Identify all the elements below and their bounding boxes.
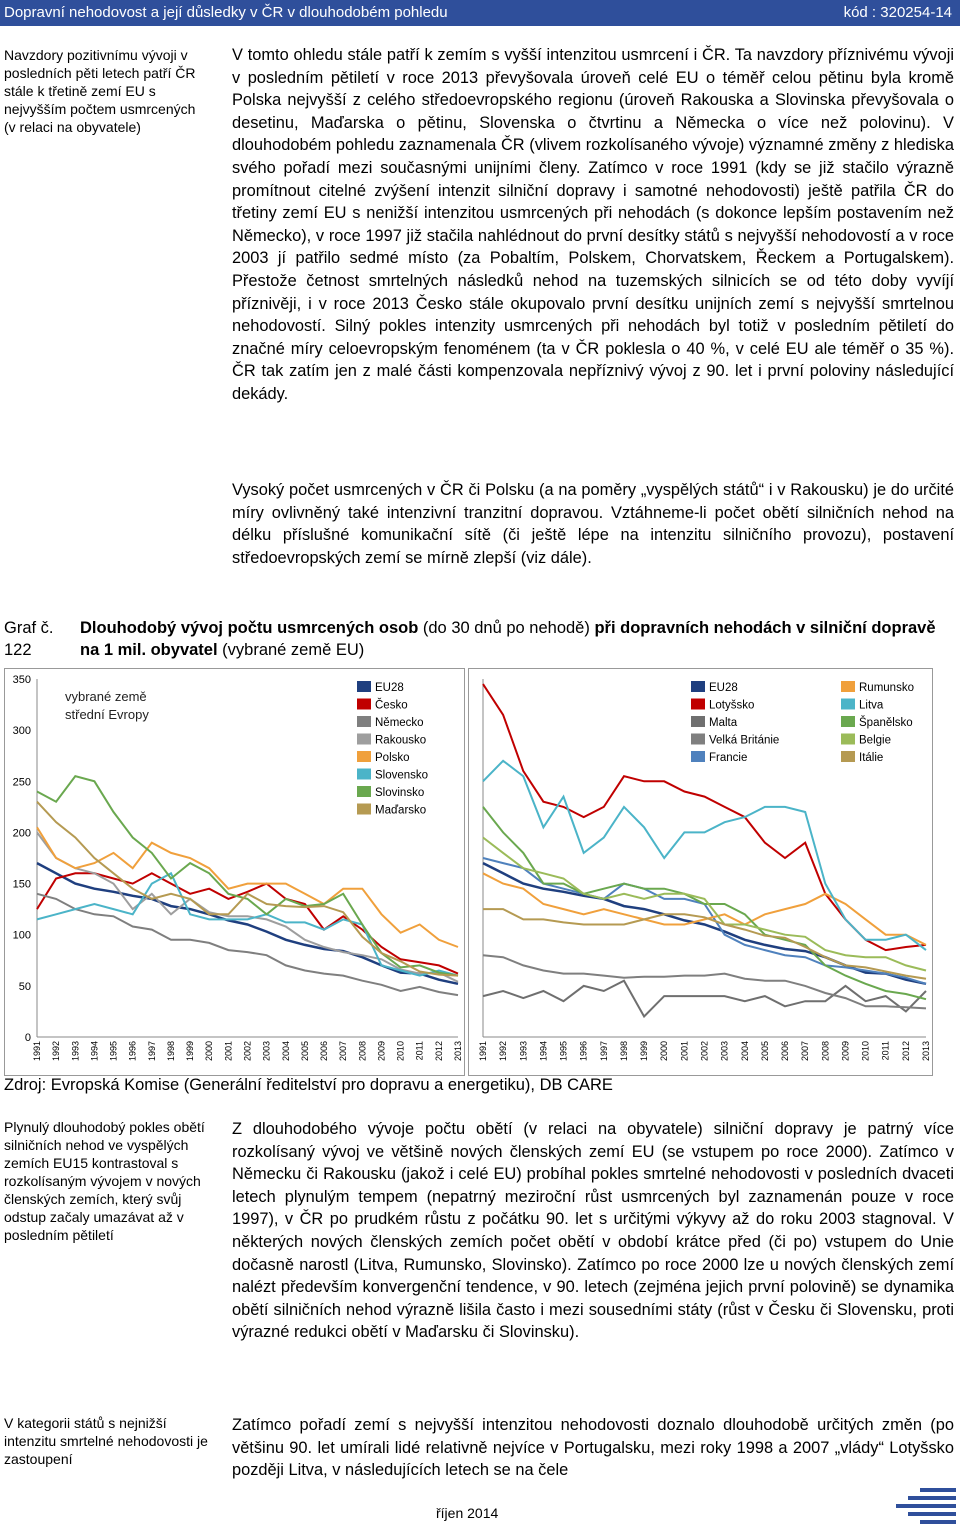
- legend-label: Lotyšsko: [709, 699, 755, 712]
- figure-source: Zdroj: Evropská Komise (Generální ředitelství pro dopravu a energetiku), DB CARE: [4, 1076, 613, 1094]
- body-paragraph-4: [232, 1414, 954, 1482]
- logo-icon: [880, 1488, 956, 1530]
- x-tick-label: 1994: [538, 1041, 549, 1062]
- x-tick-label: 2011: [414, 1041, 425, 1061]
- header-code: kód : 320254-14: [843, 4, 952, 21]
- series-line-polsko: [37, 827, 458, 947]
- legend-swatch: [841, 681, 855, 692]
- legend-label: Rumunsko: [859, 682, 914, 694]
- x-tick-label: 2005: [759, 1041, 770, 1062]
- legend-swatch: [841, 734, 855, 745]
- legend-label: Velká Británie: [709, 734, 780, 747]
- series-line-litva: [483, 761, 926, 950]
- legend-swatch: [841, 751, 855, 762]
- x-tick-label: 2013: [453, 1041, 463, 1062]
- legend-label: Francie: [709, 752, 748, 764]
- x-tick-label: 1996: [127, 1041, 138, 1062]
- x-tick-label: 2010: [860, 1041, 871, 1062]
- figure-label: [4, 617, 74, 661]
- x-tick-label: 2010: [395, 1041, 406, 1062]
- legend-label: Itálie: [859, 752, 884, 764]
- legend-label: Maďarsko: [375, 804, 427, 817]
- x-tick-label: 2004: [280, 1041, 291, 1062]
- x-tick-label: 2000: [659, 1041, 670, 1062]
- x-tick-label: 1994: [89, 1041, 100, 1062]
- header-title: Dopravní nehodovost a její důsledky v ČR v dlouhodobém pohledu: [4, 4, 448, 21]
- series-line-malta: [483, 981, 926, 1017]
- legend-swatch: [357, 786, 371, 797]
- x-tick-label: 2000: [204, 1041, 215, 1062]
- body-paragraph-2: [232, 479, 954, 569]
- legend-label: Malta: [709, 717, 738, 729]
- x-tick-label: 1991: [478, 1041, 488, 1062]
- series-line-eu28: [483, 863, 926, 984]
- legend-label: Německo: [375, 717, 424, 729]
- figure-title: [80, 617, 950, 661]
- x-tick-label: 1995: [108, 1041, 119, 1062]
- x-tick-label: 2009: [376, 1041, 387, 1062]
- x-tick-label: 1997: [146, 1041, 157, 1062]
- x-tick-label: 2005: [299, 1041, 310, 1062]
- legend-swatch: [691, 681, 705, 692]
- legend-label: EU28: [709, 682, 738, 694]
- legend-label: Litva: [859, 699, 884, 712]
- chart-right-svg: [469, 669, 932, 1075]
- legend-label: Polsko: [375, 752, 410, 764]
- x-tick-label: 1991: [32, 1041, 42, 1062]
- x-tick-label: 2001: [679, 1041, 690, 1062]
- legend-label: Slovinsko: [375, 787, 425, 799]
- legend-swatch: [357, 681, 371, 692]
- body-paragraph-1: [232, 44, 954, 406]
- x-tick-label: 2012: [900, 1041, 911, 1062]
- y-tick-label: 100: [12, 929, 31, 942]
- y-tick-label: 0: [24, 1032, 31, 1044]
- x-tick-label: 2007: [800, 1041, 811, 1062]
- x-tick-label: 1999: [185, 1041, 196, 1062]
- legend-swatch: [691, 699, 705, 710]
- x-tick-label: 1997: [598, 1041, 609, 1062]
- figure-title-normal-2: (vybrané země EU): [217, 641, 365, 659]
- x-tick-label: 2006: [780, 1041, 791, 1062]
- series-line-německo: [37, 894, 458, 995]
- legend-label: Česko: [375, 699, 408, 712]
- x-tick-label: 2007: [338, 1041, 349, 1062]
- legend-swatch: [357, 734, 371, 745]
- page-header: [0, 0, 960, 26]
- figure-title-normal-1: (do 30 dnů po nehodě): [418, 619, 595, 637]
- legend-label: Belgie: [859, 734, 891, 747]
- x-tick-label: 2011: [880, 1041, 891, 1061]
- x-tick-label: 1993: [70, 1041, 81, 1062]
- legend-label: EU28: [375, 682, 404, 694]
- body-paragraph-3: [232, 1118, 954, 1344]
- y-tick-label: 250: [12, 776, 31, 789]
- x-tick-label: 1992: [498, 1041, 509, 1062]
- legend-swatch: [841, 699, 855, 710]
- footer-date: říjen 2014: [436, 1505, 499, 1521]
- x-tick-label: 2003: [719, 1041, 730, 1062]
- figure-number: 122: [4, 641, 32, 659]
- legend-label: Rakousko: [375, 734, 427, 747]
- x-tick-label: 1996: [578, 1041, 589, 1062]
- x-tick-label: 1993: [518, 1041, 529, 1062]
- y-tick-label: 350: [12, 674, 31, 686]
- figure-title-bold-2: při dopravních nehodách v silniční dopravě na 1 mil. obyvatel: [80, 619, 936, 659]
- sidebar-note-3: V kategorii států s nejnižší intenzitu smrtelné nehodovosti je zastoupení: [4, 1415, 208, 1467]
- sidebar-note-2: Plynulý dlouhodobý pokles obětí silničních nehod ve vyspělých zemích EU15 kontrastoval s rozkolísaným vývojem v nových členských zemích, který svůj odstup začaly umazávat až v posledním pětiletí: [4, 1119, 205, 1243]
- x-tick-label: 2013: [921, 1041, 931, 1062]
- chart-left-svg: [5, 669, 464, 1075]
- chart-left: [4, 668, 465, 1076]
- legend-swatch: [691, 734, 705, 745]
- y-tick-label: 150: [12, 878, 31, 891]
- chart-title: vybrané země: [65, 689, 147, 704]
- x-tick-label: 2004: [739, 1041, 750, 1062]
- paragraph-text: Z dlouhodobého vývoje počtu obětí (v relaci na obyvatele) silniční dopravy je patrný více rozkolísaný vývoj ve většině nových členských zemí EU (se vstupem po roce 2000). Zatímco v Německu či Rakousku (jakož i celé EU) probíhal pokles smrtelné nehodovosti v posledních dvaceti letech plynulým tempem (nepatrný meziroční růst usmrcených byl zaznamenán pouze v roce 1997), v ČR po prudkém růstu z počátku 90. let s určitými výkyvy až do roku 2003 stagnoval. V některých nových členských zemích počet obětí v období krátce před (či po) vstupem do Unie dočasně narostl (Litva, Rumunsko, Slovinsko). Zatímco po roce 2000 lze u nových členských zemí nalézt především konvergenční tendence, v 90. letech (zejména jejich první polovině) se dynamika obětí silničních nehod výrazně lišila často i mezi sousedními státy (růst v Česku či Slovensku, proti výrazné redukci obětí v Maďarsku či Slovinsku).: [232, 1120, 954, 1342]
- legend-swatch: [841, 716, 855, 727]
- legend-swatch: [357, 716, 371, 727]
- legend-label: Španělsko: [859, 717, 913, 729]
- paragraph-text: Vysoký počet usmrcených v ČR či Polsku (a na poměry „vyspělých států“ i v Rakousku) je do určité míry ovlivněný také intenzivní tranzitní dopravou. Vztáhneme-li počet obětí silničních nehod na délku příslušné komunikační sítě (či ještě lépe na intenzitu silničního provozu), postavení středoevropských zemí se mírně zlepší (viz dále).: [232, 481, 954, 567]
- legend-swatch: [357, 769, 371, 780]
- x-tick-label: 2009: [840, 1041, 851, 1062]
- y-tick-label: 300: [12, 725, 31, 738]
- x-tick-label: 2002: [242, 1041, 253, 1062]
- x-tick-label: 1992: [51, 1041, 62, 1062]
- sidebar-note-1: Navzdory pozitivnímu vývoji v posledních pěti letech patří ČR stále k třetině zemí EU s nejvyšším počtem usmrcených (v relaci na obyvatele): [4, 47, 196, 135]
- x-tick-label: 2006: [319, 1041, 330, 1062]
- legend-swatch: [357, 699, 371, 710]
- figure-label-text: Graf č.: [4, 619, 54, 637]
- paragraph-text: V tomto ohledu stále patří k zemím s vyšší intenzitou usmrcení i ČR. Ta navzdory příznivému vývoji v posledním pětiletí v roce 2013 převyšovala úroveň celé EU o téměř celou pětinu byla kromě Polska nejvyšší z celého středoevropského regionu (úroveň Rakouska a Slovinska převyšovala o desetinu, Maďarska o pětinu, Slovenska o čtvrtinu a Německa o více než polovinu). V dlouhodobém pohledu zaznamenala ČR (vlivem rozkolísaného vývoje) významné změny z hlediska svého pořadí mezi současnými unijními členy. Zatímco v roce 1991 (kdy se již stačilo výrazně promítnout citelné zvýšení intenzit silniční dopravy i samotné nehodovosti) ještě patřila ČR do třetiny zemí EU s nenižší intenzitou usmrcených při nehodách (s dokonce lepším postavením než Německo), v roce 1997 již stačila nahlédnout do první desítky států s nejvyšší nehodovostí a v roce 2003 jí patřilo sedmé místo (za Pobaltím, Polskem, Chorvatskem, Řeckem a Portugalskem). Přestože četnost smrtelných následků nehod na tuzemských silnicích se od této doby vyvíjí příznivěji, i v roce 2013 Česko stále okupovalo první desítku unijních zemí s nejvyšší smrtelnou nehodovostí. Silný pokles intenzity usmrcených při nehodách byl totiž v posledním pětiletí do značné míry celoevropským fenoménem (ta v ČR poklesla o 40 %, v celé EU ale téměř o 35 %). ČR tak zatím jen z malé části kompenzovala nepříznivý vývoj z 90. let i první poloviny následující dekády.: [232, 46, 954, 403]
- legend-label: Slovensko: [375, 769, 429, 782]
- y-tick-label: 200: [12, 827, 31, 840]
- x-tick-label: 2008: [357, 1041, 368, 1062]
- legend-swatch: [357, 751, 371, 762]
- legend-swatch: [691, 716, 705, 727]
- x-tick-label: 2012: [433, 1041, 444, 1062]
- paragraph-text: Zatímco pořadí zemí s nejvyšší intenzitou nehodovosti doznalo dlouhodobě určitých změn (po většinu 90. let umírali lidé relativně nejvíce v Portugalsku, mezi roky 1998 a 2007 „vlády“ Lotyšsko později Litva, v následujících letech se na čele: [232, 1416, 954, 1480]
- y-tick-label: 50: [18, 980, 31, 993]
- x-tick-label: 1995: [558, 1041, 569, 1062]
- x-tick-label: 2001: [223, 1041, 234, 1062]
- chart-title-line-2: střední Evropy: [65, 707, 149, 722]
- x-tick-label: 2008: [820, 1041, 831, 1062]
- x-tick-label: 2003: [261, 1041, 272, 1062]
- x-tick-label: 1998: [165, 1041, 176, 1062]
- x-tick-label: 1999: [639, 1041, 650, 1062]
- figure-title-bold-1: Dlouhodobý vývoj počtu usmrcených osob: [80, 619, 419, 637]
- chart-right: [468, 668, 933, 1076]
- x-tick-label: 1998: [618, 1041, 629, 1062]
- x-tick-label: 2002: [699, 1041, 710, 1062]
- legend-swatch: [691, 751, 705, 762]
- legend-swatch: [357, 804, 371, 815]
